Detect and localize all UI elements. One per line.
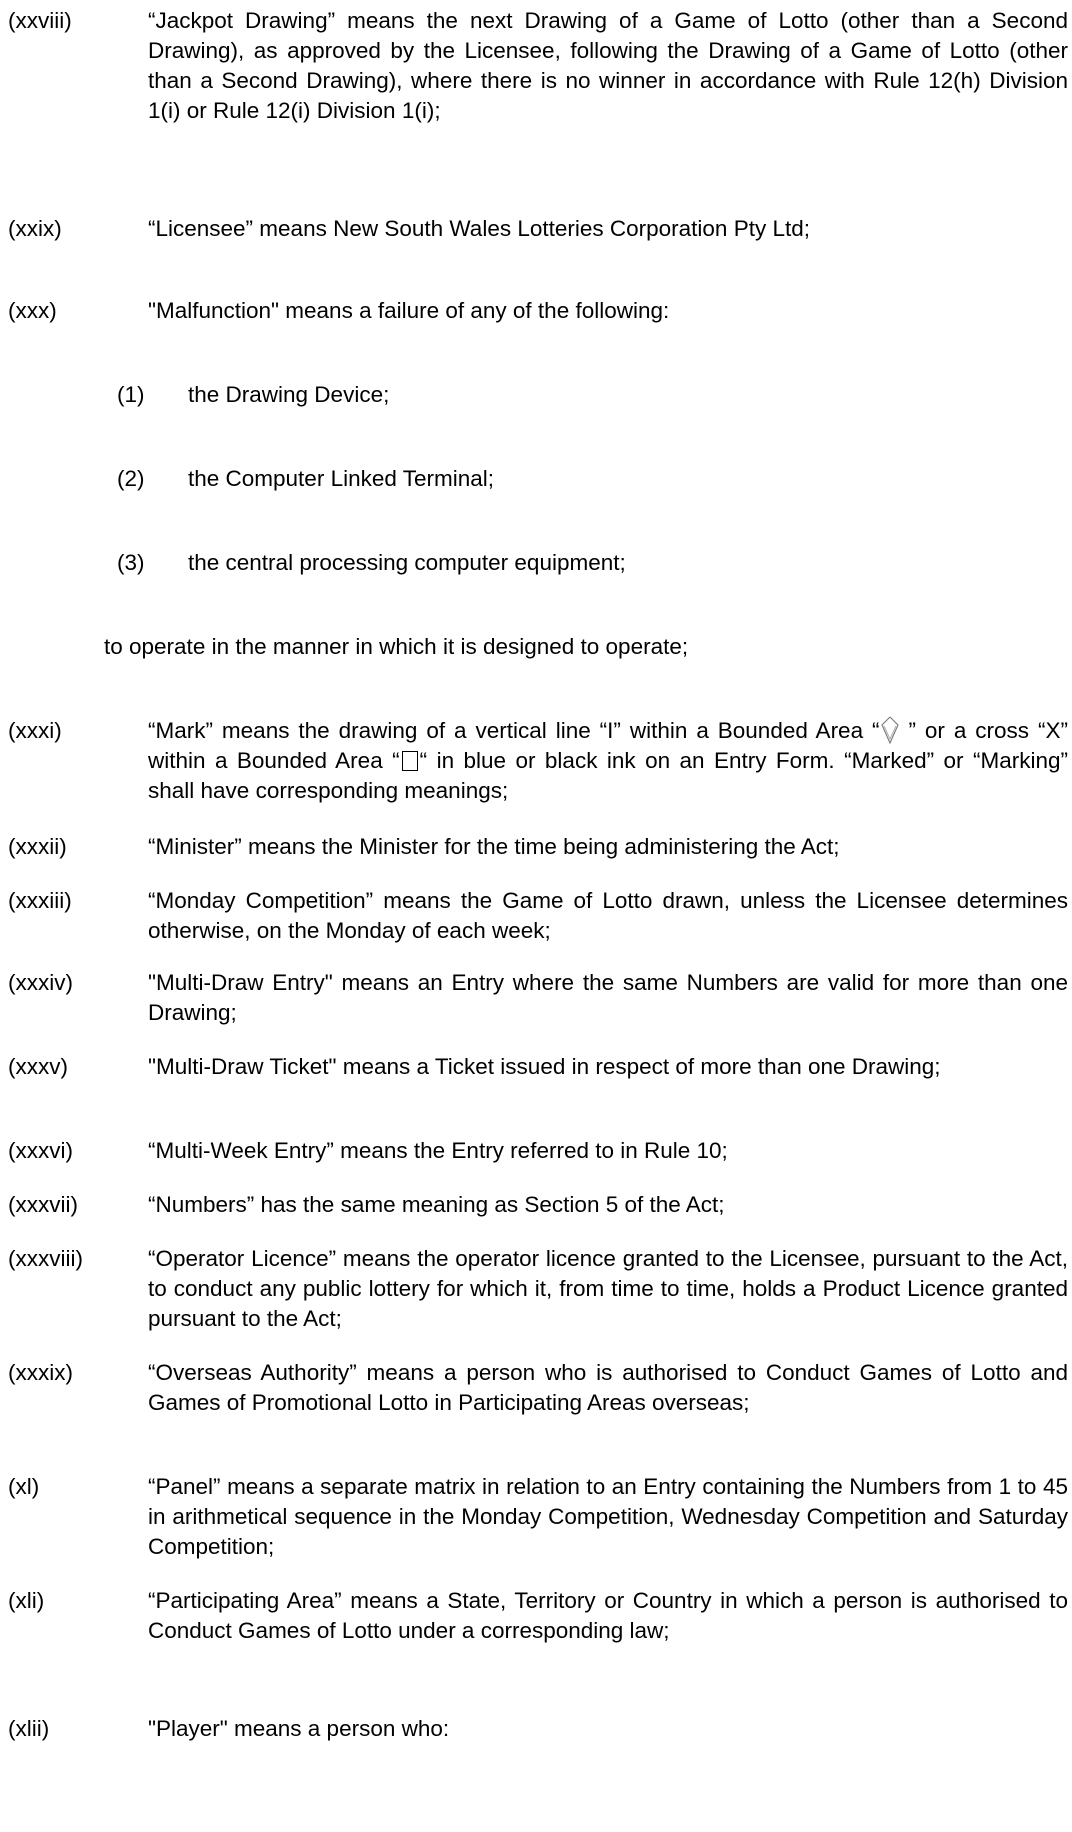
definition-monday-competition <box>8 886 1068 946</box>
definition-number: (xxxiv) <box>8 970 73 995</box>
definition-text: “Participating Area” means a State, Territory or Country in which a person is authorised to Conduct Games of Lotto under a corresponding law; <box>148 1588 1068 1643</box>
definition-multi-draw-entry <box>8 968 1068 1028</box>
subitem-text: the Drawing Device; <box>188 382 390 407</box>
definition-text: “Operator Licence” means the operator licence granted to the Licensee, pursuant to the Act, to conduct any public lottery for which it, from time to time, holds a Product Licence granted pursuant to the Act; <box>148 1246 1068 1331</box>
subitem-number: (2) <box>117 466 145 491</box>
definition-number: (xxxiii) <box>8 888 72 913</box>
definition-multi-week-entry <box>8 1136 1068 1166</box>
definition-minister <box>8 832 1068 862</box>
definition-number: (xli) <box>8 1588 45 1613</box>
subitem-number: (1) <box>117 382 145 407</box>
definition-number: (xxx) <box>8 298 57 323</box>
definition-text: "Multi-Draw Ticket" means a Ticket issued in respect of more than one Drawing; <box>148 1054 941 1079</box>
definition-number: (xxxv) <box>8 1054 68 1079</box>
diamond-bounded-area-icon <box>881 716 899 744</box>
subitem-text: the central processing computer equipment; <box>188 550 626 575</box>
definition-player <box>8 1714 1068 1744</box>
definition-number: (xlii) <box>8 1716 50 1741</box>
definition-licensee <box>8 214 1068 244</box>
definition-text: “Mark” means the drawing of a vertical line “I” within a Bounded Area “ ” or a cross “X” within a Bounded Area “ “ in blue or black ink on an Entry Form. “Marked” or “Marking” shall have corresponding meanings; <box>148 718 1068 803</box>
definition-number: (xxix) <box>8 216 62 241</box>
subitem-number: (3) <box>117 550 145 575</box>
definition-malfunction <box>8 296 1068 326</box>
definition-number: (xxxviii) <box>8 1246 83 1271</box>
definition-number: (xxxii) <box>8 834 67 859</box>
definition-multi-draw-ticket <box>8 1052 1068 1082</box>
definition-text: “Numbers” has the same meaning as Section 5 of the Act; <box>148 1192 725 1217</box>
definition-text: “Minister” means the Minister for the time being administering the Act; <box>148 834 840 859</box>
definition-number: (xxxvi) <box>8 1138 73 1163</box>
definition-text: "Multi-Draw Entry" means an Entry where the same Numbers are valid for more than one Drawing; <box>148 970 1068 1025</box>
definition-text: “Overseas Authority” means a person who is authorised to Conduct Games of Lotto and Games of Promotional Lotto in Participating Areas overseas; <box>148 1360 1068 1415</box>
definition-participating-area <box>8 1586 1068 1646</box>
definition-text: “Multi-Week Entry” means the Entry referred to in Rule 10; <box>148 1138 728 1163</box>
definition-text: “Panel” means a separate matrix in relation to an Entry containing the Numbers from 1 to 45 in arithmetical sequence in the Monday Competition, Wednesday Competition and Saturday Competition; <box>148 1474 1068 1559</box>
definition-jackpot-drawing <box>8 6 1068 126</box>
definition-operator-licence <box>8 1244 1068 1334</box>
definition-mark <box>8 716 1068 806</box>
definition-text: “Monday Competition” means the Game of Lotto drawn, unless the Licensee determines otherwise, on the Monday of each week; <box>148 888 1068 943</box>
square-bounded-area-icon <box>402 751 418 771</box>
definition-overseas-authority <box>8 1358 1068 1418</box>
definition-numbers <box>8 1190 1068 1220</box>
definition-text: "Malfunction" means a failure of any of the following: <box>148 298 670 323</box>
definition-number: (xl) <box>8 1474 40 1499</box>
definition-text: "Player" means a person who: <box>148 1716 450 1741</box>
definition-number: (xxxix) <box>8 1360 73 1385</box>
definition-text: “Jackpot Drawing” means the next Drawing of a Game of Lotto (other than a Second Drawing), as approved by the Licensee, following the Drawing of a Game of Lotto (other than a Second Drawing), where there is no winner in accordance with Rule 12(h) Division 1(i) or Rule 12(i) Division 1(i); <box>148 8 1068 123</box>
definition-panel <box>8 1472 1068 1562</box>
subitem-text: the Computer Linked Terminal; <box>188 466 494 491</box>
definition-text: “Licensee” means New South Wales Lotteries Corporation Pty Ltd; <box>148 216 810 241</box>
malfunction-trailing-text: to operate in the manner in which it is designed to operate; <box>104 634 689 659</box>
definition-number: (xxxi) <box>8 718 62 743</box>
definition-number: (xxviii) <box>8 8 72 33</box>
definition-number: (xxxvii) <box>8 1192 78 1217</box>
